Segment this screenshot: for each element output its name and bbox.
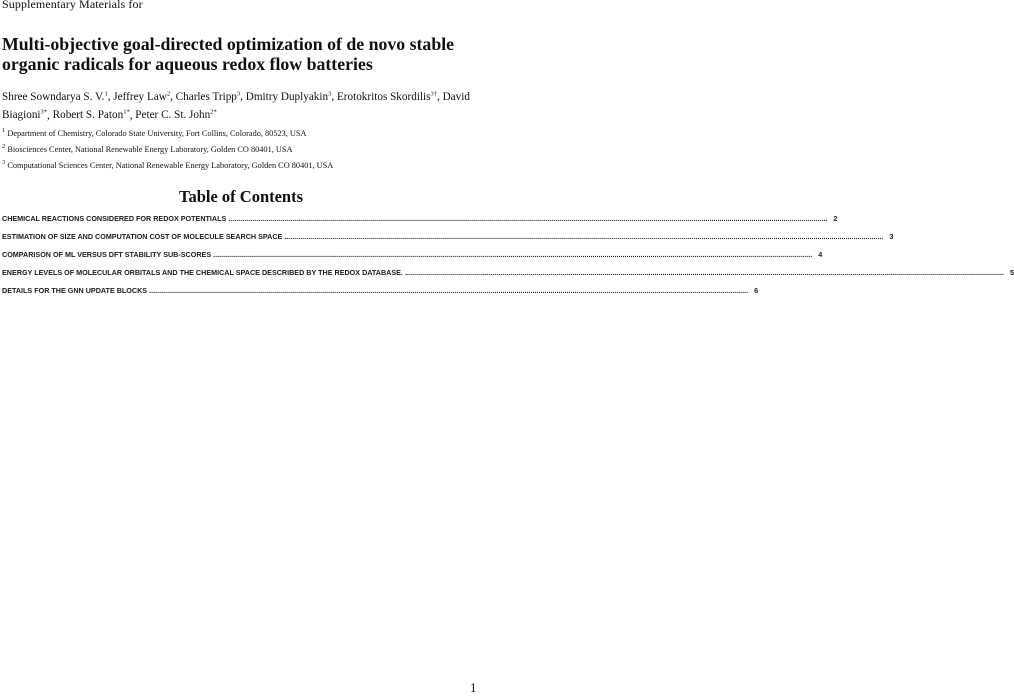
toc-page-number: 2 [833,214,838,223]
toc-leader-dots: ............................................................................................................................................................................................................................................................................................................ [404,268,1005,277]
toc-entry-text[interactable]: COMPARISON OF ML VERSUS DFT STABILITY SUB-SCORES [2,250,212,259]
affiliation-text: Biosciences Center, National Renewable Energy Laboratory, Golden CO 80401, USA [7,144,293,154]
toc-heading: Table of Contents [178,187,304,206]
toc-entry[interactable] [2,250,823,268]
author-affiliation-mark: 2* [210,108,217,116]
author-affiliation-mark: 3 [236,90,241,97]
toc-entry-text[interactable]: CHEMICAL REACTIONS CONSIDERED FOR REDOX POTENTIALS [2,214,227,223]
toc-entry[interactable] [2,286,759,304]
author-affiliation-mark: 1 [104,90,108,97]
author-affiliation-mark: 3 [328,90,332,97]
author-name: Dmitry Duplyakin [245,90,329,103]
affiliation-3 [2,158,333,171]
author-name: David Biagioni [2,90,470,122]
author-name: Robert S. Paton [52,109,124,122]
author-name: Peter C. St. John [135,109,211,122]
affiliation-mark: 3 [2,159,6,166]
affiliation-mark: 1 [2,127,6,134]
author-name: Shree Sowndarya S. V. [2,90,105,103]
author-name: Jeffrey Law [113,90,167,103]
paper-title-line-2: organic radicals for aqueous redox flow batteries [2,54,373,74]
paper-title-line-1: Multi-objective goal-directed optimization of de novo stable [2,34,455,54]
toc-page-number: 4 [818,250,823,259]
author [2,91,108,103]
toc-entry[interactable] [2,268,1014,286]
author-affiliation-mark: 2 [166,90,171,97]
affiliation-1 [2,126,307,139]
supplementary-heading: Supplementary Materials for [2,0,143,11]
affiliation-2 [2,142,292,155]
paper-title [2,34,478,74]
author-affiliation-mark: 1* [123,108,130,116]
author-name: Charles Tripp [175,90,237,103]
toc-entry[interactable] [2,232,894,250]
author-list: Shree Sowndarya S. V.$^1$, Jeffrey Law$^2$, Charles Tripp$^3$, Dmitry Duplyakin$^3$, Erotokritos Skordilis$^{3\dagger}$, David Biagioni$^{3*}$, Robert S. Paton$^{1*}$, Peter C. St. John$^{2*}$ [2,90,470,122]
author [135,109,216,121]
toc-leader-dots: ............................................................................................................................................................................................................................................................................................................ [149,286,749,295]
author-affiliation-mark: 3† [430,90,437,97]
toc-leader-dots: ............................................................................................................................................................................................................................................................................................................ [213,250,813,259]
author [176,91,240,103]
toc-entry[interactable] [2,214,838,232]
toc-page-number: 6 [754,286,759,295]
affiliation-text: Department of Chemistry, Colorado State University, Fort Collins, Colorado, 80523, USA [7,128,307,138]
page-number: 1 [470,680,477,695]
author [246,91,332,103]
toc-page-number: 5 [1010,268,1014,277]
toc-entry-text[interactable]: DETAILS FOR THE GNN UPDATE BLOCKS [2,286,148,295]
toc-entry-text[interactable]: ENERGY LEVELS OF MOLECULAR ORBITALS AND THE CHEMICAL SPACE DESCRIBED BY THE REDOX DATABASE. [2,268,403,277]
author-name: Erotokritos Skordilis [336,90,431,103]
author [337,91,437,103]
toc-page-number: 3 [889,232,894,241]
author-affiliation-mark: 3* [40,108,48,116]
affiliation-text: Computational Sciences Center, National Renewable Energy Laboratory, Golden CO 80401, USA [7,160,334,170]
toc-leader-dots: ............................................................................................................................................................................................................................................................................................................ [228,214,828,223]
table-of-contents [2,214,1014,304]
affiliation-mark: 2 [2,143,6,150]
author [53,109,130,121]
author [113,91,170,103]
toc-entry-text[interactable]: ESTIMATION OF SIZE AND COMPUTATION COST OF MOLECULE SEARCH SPACE [2,232,283,241]
toc-leader-dots: ............................................................................................................................................................................................................................................................................................................ [284,232,884,241]
